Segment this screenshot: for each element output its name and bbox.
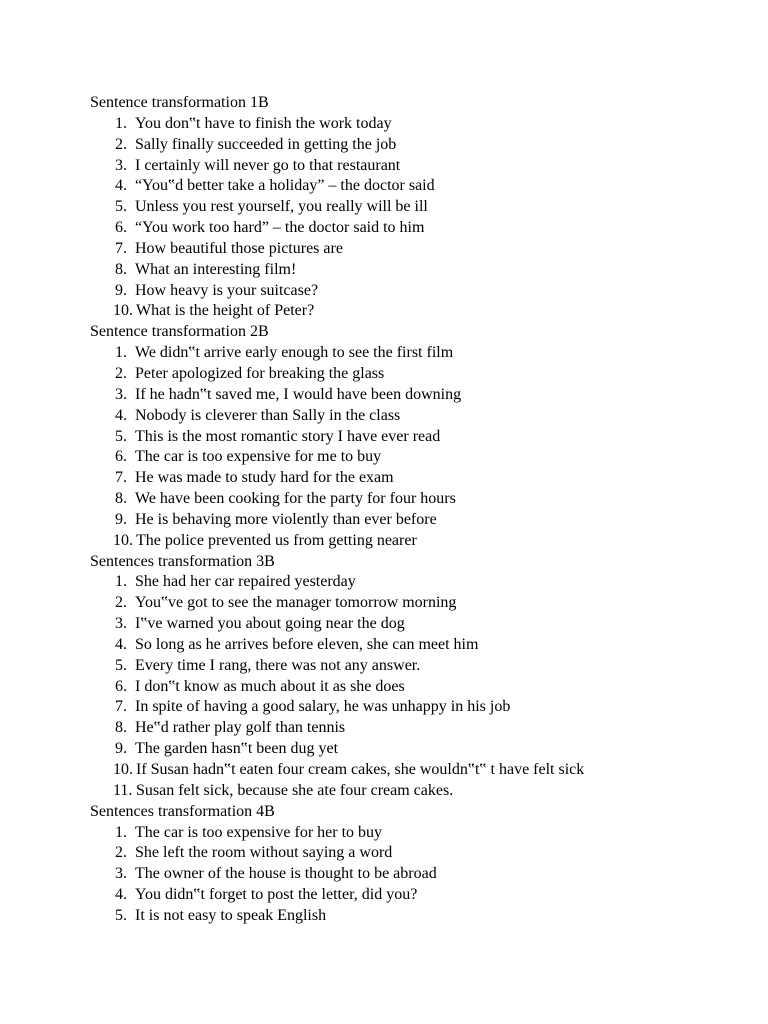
- list-item: [90, 447, 730, 468]
- section-1b: [90, 93, 730, 322]
- item-number: 7.: [115, 469, 127, 487]
- list-item: [90, 635, 730, 656]
- list-item: [90, 760, 730, 781]
- item-text: I certainly will never go to that restaurant: [135, 156, 401, 174]
- item-text: How heavy is your suitcase?: [135, 281, 319, 299]
- item-number: 8.: [115, 260, 127, 278]
- item-number: 4.: [115, 635, 127, 653]
- list-item: [90, 572, 730, 593]
- list-item: [90, 468, 730, 489]
- item-number: 5.: [115, 656, 127, 674]
- item-number: 1.: [115, 573, 127, 591]
- item-text: What is the height of Peter?: [136, 302, 315, 320]
- section-3b: [90, 552, 730, 802]
- item-number: 8.: [115, 490, 127, 508]
- item-number: 9.: [115, 281, 127, 299]
- item-text: He was made to study hard for the exam: [135, 469, 394, 487]
- list-item: [90, 135, 730, 156]
- item-text: Peter apologized for breaking the glass: [135, 364, 385, 382]
- item-number: 10.: [113, 302, 133, 320]
- list-item: [90, 156, 730, 177]
- section-heading: Sentences transformation 4B: [90, 802, 275, 820]
- item-number: 5.: [115, 427, 127, 445]
- item-number: 3.: [115, 865, 127, 883]
- item-text: The owner of the house is thought to be abroad: [135, 865, 437, 883]
- item-text: How beautiful those pictures are: [135, 239, 343, 257]
- list-item: [90, 906, 730, 927]
- item-text: He is behaving more violently than ever before: [135, 510, 437, 528]
- item-number: 7.: [115, 239, 127, 257]
- item-text: What an interesting film!: [135, 260, 297, 278]
- item-text: This is the most romantic story I have ever read: [135, 427, 441, 445]
- item-text: “You work too hard” – the doctor said to him: [135, 219, 425, 237]
- list-item: [90, 114, 730, 135]
- item-number: 7.: [115, 698, 127, 716]
- item-text: The car is too expensive for me to buy: [135, 448, 382, 466]
- item-text: In spite of having a good salary, he was unhappy in his job: [135, 698, 511, 716]
- document-body: [90, 93, 730, 927]
- section-heading: Sentence transformation 2B: [90, 323, 269, 341]
- item-text: I‟ve warned you about going near the dog: [135, 615, 405, 633]
- item-text: You didn‟t forget to post the letter, did you?: [135, 886, 418, 904]
- item-number: 3.: [115, 156, 127, 174]
- item-text: Nobody is cleverer than Sally in the class: [135, 406, 401, 424]
- item-text: The garden hasn‟t been dug yet: [135, 740, 339, 758]
- item-text: If he hadn‟t saved me, I would have been downing: [135, 385, 462, 403]
- item-number: 8.: [115, 719, 127, 737]
- item-text: Sally finally succeeded in getting the job: [135, 135, 397, 153]
- item-text: Susan felt sick, because she ate four cream cakes.: [136, 781, 454, 799]
- item-number: 2.: [115, 364, 127, 382]
- list-item: [90, 176, 730, 197]
- list-item: [90, 364, 730, 385]
- item-text: It is not easy to speak English: [135, 906, 327, 924]
- sentence-list: [90, 114, 730, 322]
- item-number: 3.: [115, 615, 127, 633]
- item-number: 6.: [115, 677, 127, 695]
- list-item: [90, 781, 730, 802]
- item-number: 1.: [115, 344, 127, 362]
- list-item: [90, 239, 730, 260]
- sentence-list: [90, 572, 730, 801]
- list-item: [90, 718, 730, 739]
- item-text: You‟ve got to see the manager tomorrow morning: [135, 594, 457, 612]
- section-4b: [90, 802, 730, 927]
- item-text: If Susan hadn‟t eaten four cream cakes, she wouldn‟t‟ t have felt sick: [136, 761, 585, 778]
- item-text: We have been cooking for the party for four hours: [135, 490, 456, 508]
- item-number: 2.: [115, 594, 127, 612]
- list-item: [90, 864, 730, 885]
- list-item: [90, 697, 730, 718]
- item-text: The police prevented us from getting nearer: [136, 531, 417, 549]
- item-text: I don‟t know as much about it as she does: [135, 677, 405, 695]
- list-item: [90, 677, 730, 698]
- item-number: 2.: [115, 135, 127, 153]
- item-number: 6.: [115, 448, 127, 466]
- list-item: [90, 885, 730, 906]
- list-item: [90, 343, 730, 364]
- list-item: [90, 739, 730, 760]
- item-number: 9.: [115, 510, 127, 528]
- item-number: 1.: [115, 823, 127, 841]
- item-text: He‟d rather play golf than tennis: [135, 719, 346, 737]
- item-number: 10.: [113, 531, 133, 549]
- list-item: [90, 427, 730, 448]
- item-number: 4.: [115, 406, 127, 424]
- list-item: [90, 843, 730, 864]
- item-number: 3.: [115, 385, 127, 403]
- list-item: [90, 197, 730, 218]
- list-item: [90, 489, 730, 510]
- item-number: 9.: [115, 740, 127, 758]
- item-number: 10.: [113, 761, 133, 778]
- item-number: 4.: [115, 886, 127, 904]
- item-number: 5.: [115, 198, 127, 216]
- list-item: [90, 281, 730, 302]
- list-item: [90, 510, 730, 531]
- item-text: We didn‟t arrive early enough to see the first film: [135, 344, 454, 362]
- list-item: [90, 385, 730, 406]
- list-item: [90, 593, 730, 614]
- list-item: [90, 531, 730, 552]
- item-number: 4.: [115, 177, 127, 195]
- item-text: Unless you rest yourself, you really will be ill: [135, 198, 428, 216]
- item-text: “You‟d better take a holiday” – the doctor said: [135, 177, 435, 195]
- item-text: She had her car repaired yesterday: [135, 573, 356, 591]
- section-heading: Sentences transformation 3B: [90, 552, 275, 570]
- section-2b: [90, 322, 730, 551]
- item-number: 11.: [113, 781, 133, 799]
- list-item: [90, 406, 730, 427]
- list-item: [90, 614, 730, 635]
- item-text: The car is too expensive for her to buy: [135, 823, 383, 841]
- sentence-list: [90, 823, 730, 927]
- list-item: [90, 301, 730, 322]
- list-item: [90, 823, 730, 844]
- item-text: So long as he arrives before eleven, she can meet him: [135, 635, 479, 653]
- item-text: Every time I rang, there was not any answer.: [135, 656, 421, 674]
- list-item: [90, 218, 730, 239]
- item-text: She left the room without saying a word: [135, 844, 393, 862]
- item-number: 5.: [115, 906, 127, 924]
- item-number: 2.: [115, 844, 127, 862]
- item-number: 1.: [115, 114, 127, 132]
- item-text: You don‟t have to finish the work today: [135, 114, 392, 132]
- section-heading: Sentence transformation 1B: [90, 94, 269, 111]
- list-item: [90, 260, 730, 281]
- list-item: [90, 656, 730, 677]
- sentence-list: [90, 343, 730, 551]
- item-number: 6.: [115, 219, 127, 237]
